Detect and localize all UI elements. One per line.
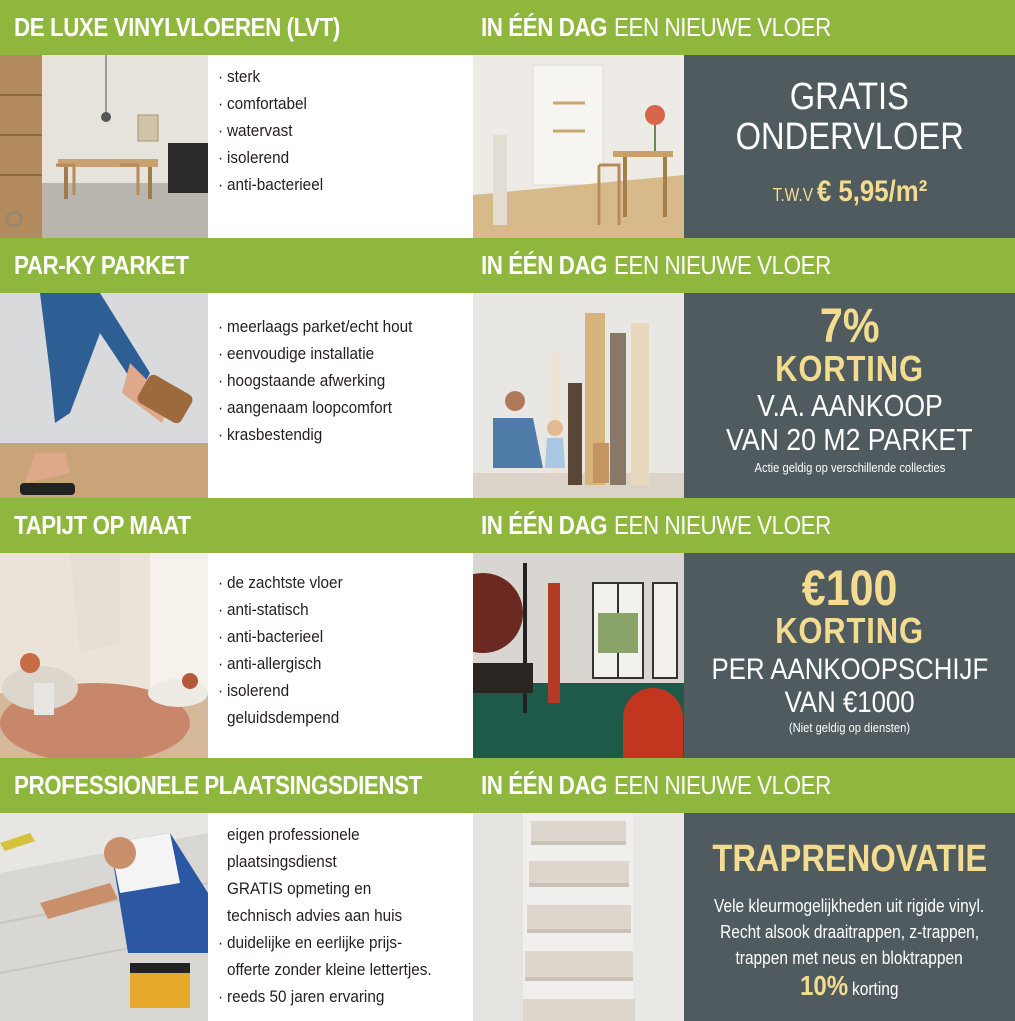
promo-title: TRAPRENOVATIE (712, 838, 987, 880)
feature-item: · meerlaags parket/echt hout (218, 317, 413, 336)
slogan-bold: IN ÉÉN DAG (481, 510, 608, 540)
installer-photo (0, 813, 208, 1021)
slogan (481, 238, 831, 293)
feature-item: technisch advies aan huis (227, 906, 403, 925)
section-lvt (0, 0, 1015, 238)
feature-item: GRATIS opmeting en (227, 879, 372, 898)
feature-list (208, 55, 473, 238)
carpet-green-room-photo (473, 553, 684, 758)
feature-list (208, 293, 473, 498)
promo-line1: Vele kleurmogelijkheden uit rigide vinyl. (714, 896, 985, 916)
feature-list (208, 553, 473, 758)
promo-line2: ONDERVLOER (735, 116, 964, 158)
feature-item: · anti-bacterieel (218, 627, 324, 646)
parquet-brush-feet-photo (0, 293, 208, 498)
feature-item: · isolerend (218, 681, 290, 700)
section-header-bar (0, 758, 1015, 813)
feature-item: · reeds 50 jaren ervaring (218, 987, 385, 1006)
feature-item: · anti-allergisch (218, 654, 322, 673)
parquet-planks-family-photo (473, 293, 684, 498)
feature-item: · comfortabel (218, 94, 307, 113)
promo-line1: PER AANKOOPSCHIJF (711, 653, 988, 686)
promo-note: Actie geldig op verschillende collecties (754, 460, 945, 475)
promo-note: (Niet geldig op diensten) (788, 720, 911, 735)
feature-item: offerte zonder kleine lettertjes. (227, 960, 432, 979)
feature-item: · duidelijke en eerlijke prijs- (218, 933, 403, 952)
feature-item: · watervast (218, 121, 293, 140)
slogan (481, 0, 831, 55)
slogan-bold: IN ÉÉN DAG (481, 250, 608, 280)
vinyl-dining-room-photo (0, 55, 208, 238)
feature-item: geluidsdempend (227, 708, 340, 727)
promo-panel (684, 813, 1015, 1021)
feature-item: · anti-bacterieel (218, 175, 324, 194)
feature-item: eigen professionele (227, 825, 360, 844)
section-title: PAR-KY PARKET (14, 250, 189, 280)
feature-item: plaatsingsdienst (227, 852, 337, 871)
staircase-photo (473, 813, 684, 1021)
promo-korting: KORTING (775, 610, 924, 651)
promo-price: € 5,95/m² (816, 175, 927, 208)
feature-item: · aangenaam loopcomfort (218, 398, 393, 417)
slogan-rest: EEN NIEUWE VLOER (614, 770, 831, 800)
section-parket (0, 238, 1015, 498)
promo-line2: Recht alsook draaitrappen, z-trappen, (719, 922, 980, 942)
promo-panel (684, 55, 1015, 238)
feature-list (208, 813, 473, 1021)
section-header-bar (0, 238, 1015, 293)
promo-line1: V.A. AANKOOP (756, 388, 943, 423)
section-plaatsingsdienst (0, 758, 1015, 1021)
section-title: DE LUXE VINYLVLOEREN (LVT) (14, 12, 340, 42)
slogan-bold: IN ÉÉN DAG (481, 12, 608, 42)
feature-item: · anti-statisch (218, 600, 309, 619)
slogan-bold: IN ÉÉN DAG (481, 770, 608, 800)
promo-panel (684, 553, 1015, 758)
carpet-living-room-photo (0, 553, 208, 758)
slogan-rest: EEN NIEUWE VLOER (614, 250, 831, 280)
promo-twv: T.W.V (772, 185, 813, 205)
promo-line1: GRATIS (789, 76, 910, 118)
promo-big-value: €100 (801, 560, 898, 616)
slogan-rest: EEN NIEUWE VLOER (614, 510, 831, 540)
section-header-bar (0, 498, 1015, 553)
promo-big-value: 7% (819, 300, 880, 353)
promo-line3: trappen met neus en bloktrappen (735, 948, 964, 968)
section-title: PROFESSIONELE PLAATSINGSDIENST (14, 770, 422, 800)
feature-item: · eenvoudige installatie (218, 344, 375, 363)
feature-item: · hoogstaande afwerking (218, 371, 386, 390)
promo-line2: VAN 20 M2 PARKET (726, 422, 973, 457)
promo-panel (684, 293, 1015, 498)
feature-item: · isolerend (218, 148, 290, 167)
promo-line2: VAN €1000 (784, 686, 915, 719)
feature-item: · sterk (218, 67, 261, 86)
slogan-rest: EEN NIEUWE VLOER (614, 12, 831, 42)
feature-item: · de zachtste vloer (218, 573, 343, 592)
vinyl-kitchen-photo (473, 55, 684, 238)
promo-percent: 10% (800, 970, 849, 1001)
promo-korting: korting (852, 979, 899, 999)
slogan (481, 498, 831, 553)
slogan (481, 758, 831, 813)
section-title: TAPIJT OP MAAT (14, 510, 191, 540)
promo-korting: KORTING (775, 348, 924, 389)
feature-item: · krasbestendig (218, 425, 323, 444)
section-header-bar (0, 0, 1015, 55)
section-tapijt (0, 498, 1015, 758)
